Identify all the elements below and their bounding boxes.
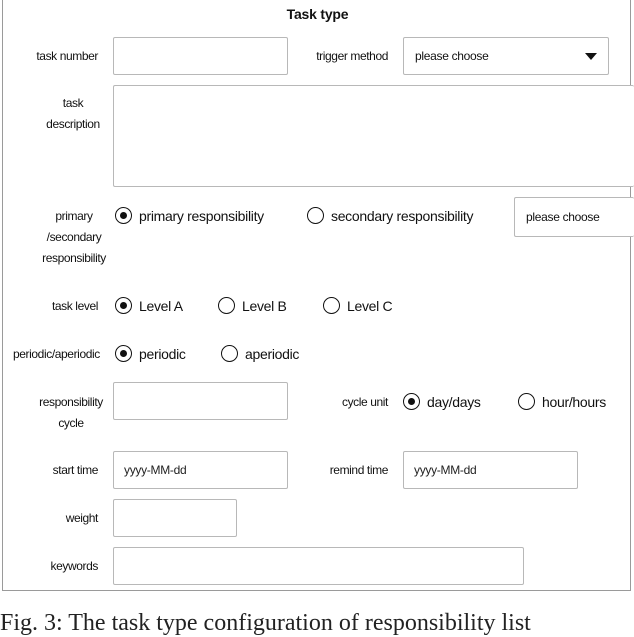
radio-label: day/days	[427, 393, 481, 410]
responsibility-label-line2: /secondary	[46, 230, 102, 244]
responsibility-label-line1: primary	[55, 209, 93, 223]
responsibility-cycle-label-line1: responsibility	[39, 395, 103, 409]
task-type-form	[2, 0, 631, 591]
radio-checked-icon	[115, 207, 132, 224]
radio-checked-icon	[115, 297, 132, 314]
responsibility-select[interactable]	[514, 197, 634, 237]
task-number-input[interactable]	[113, 37, 288, 75]
radio-label: Level B	[242, 297, 287, 314]
radio-label: primary responsibility	[139, 207, 264, 224]
radio-label: aperiodic	[245, 345, 300, 362]
weight-label: weight	[65, 511, 98, 525]
trigger-method-select[interactable]	[403, 37, 609, 75]
radio-aperiodic[interactable]	[221, 345, 299, 362]
trigger-method-label: trigger method	[316, 49, 388, 63]
radio-label: Level A	[139, 297, 183, 314]
remind-time-input[interactable]	[403, 451, 578, 489]
periodicity-label: periodic/aperiodic	[13, 347, 100, 361]
task-description-label-line2: description	[46, 117, 100, 131]
radio-unchecked-icon	[218, 297, 235, 314]
radio-label: secondary responsibility	[331, 207, 474, 224]
task-level-label: task level	[51, 299, 98, 313]
start-time-label: start time	[52, 463, 98, 477]
radio-unchecked-icon	[518, 393, 535, 410]
figure-caption: Fig. 3: The task type configuration of responsibility list	[0, 610, 531, 636]
keywords-input[interactable]	[113, 547, 524, 585]
radio-label: periodic	[139, 345, 186, 362]
radio-primary-responsibility[interactable]	[115, 207, 264, 224]
task-number-label: task number	[36, 49, 98, 63]
responsibility-cycle-label-line2: cycle	[58, 416, 84, 430]
responsibility-cycle-input[interactable]	[113, 382, 288, 420]
radio-unchecked-icon	[323, 297, 340, 314]
chevron-down-icon	[585, 53, 597, 60]
radio-checked-icon	[403, 393, 420, 410]
cycle-unit-label: cycle unit	[341, 395, 388, 409]
form-title: Task type	[286, 6, 349, 22]
task-description-textarea[interactable]	[113, 85, 634, 187]
radio-level-b[interactable]	[218, 297, 287, 314]
task-description-label-line1: task	[62, 96, 84, 110]
radio-unchecked-icon	[221, 345, 238, 362]
radio-hour-hours[interactable]	[518, 393, 606, 410]
radio-label: Level C	[347, 297, 393, 314]
trigger-method-value: please choose	[415, 49, 489, 63]
start-time-input[interactable]	[113, 451, 288, 489]
radio-level-a[interactable]	[115, 297, 183, 314]
responsibility-select-value: please choose	[526, 210, 600, 224]
radio-secondary-responsibility[interactable]	[307, 207, 473, 224]
radio-periodic[interactable]	[115, 345, 186, 362]
responsibility-label-line3: responsibility	[42, 251, 106, 265]
radio-unchecked-icon	[307, 207, 324, 224]
radio-checked-icon	[115, 345, 132, 362]
keywords-label: keywords	[50, 559, 98, 573]
radio-level-c[interactable]	[323, 297, 392, 314]
radio-day-days[interactable]	[403, 393, 481, 410]
radio-label: hour/hours	[542, 393, 606, 410]
weight-input[interactable]	[113, 499, 237, 537]
remind-time-label: remind time	[329, 463, 388, 477]
